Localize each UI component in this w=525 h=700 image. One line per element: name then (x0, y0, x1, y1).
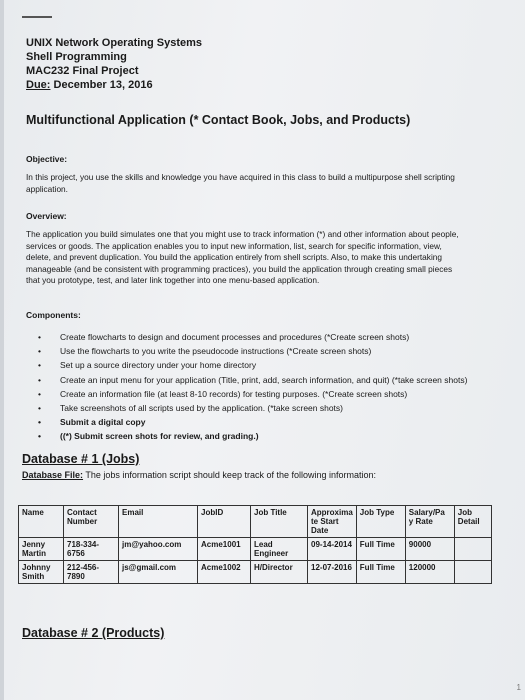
due-label: Due: (26, 79, 51, 91)
overview-line: manageable (and be consistent with programming practices), you build the application through creating small pieces (26, 263, 453, 274)
table-cell (454, 561, 491, 584)
objective-line: application. (26, 183, 68, 194)
table-row (19, 561, 492, 584)
overview-heading: Overview: (26, 211, 67, 221)
bullet-icon: • (38, 388, 41, 399)
table-cell: Acme1001 (198, 538, 251, 561)
due-date: December 13, 2016 (53, 79, 153, 91)
list-item: • Set up a source directory under your home directory (26, 358, 516, 372)
objective-text (26, 172, 504, 195)
top-rule (22, 16, 52, 18)
bullet-icon: • (38, 346, 41, 357)
column-header: Job Detail (454, 506, 491, 538)
list-item: • Create an information file (at least 8-10 records) for testing purposes. (*Create screen shots) (26, 387, 516, 401)
bullet-icon: • (38, 360, 41, 371)
page-number: 1 (516, 683, 521, 692)
list-item: • Take screenshots of all scripts used by the application. (*take screen shots) (26, 401, 516, 415)
column-header: Job Title (251, 506, 308, 538)
table-cell: Jenny Martin (19, 538, 64, 561)
column-header: JobID (198, 506, 251, 538)
page-title: Multifunctional Application (* Contact Book, Jobs, and Products) (26, 113, 411, 127)
column-header: Email (119, 506, 198, 538)
overview-line: services or goods. The application enables you to input new information, list, search for specific information, view, (26, 240, 442, 251)
overview-line: The application you build simulates one that you might use to track information (*) and other information about people, (26, 229, 459, 239)
column-header: Job Type (356, 506, 405, 538)
bullet-icon: • (38, 332, 41, 342)
due-line (26, 78, 153, 92)
column-header: Contact Number (64, 506, 119, 538)
table-cell: 09-14-2014 (308, 538, 357, 561)
objective-heading: Objective: (26, 154, 68, 164)
table-cell: jm@yahoo.com (119, 538, 198, 561)
document-page (4, 0, 525, 700)
table-cell: js@gmail.com (119, 561, 198, 584)
list-item: • Create an input menu for your application (Title, print, add, search information, and quit) (*take screen shots) (26, 373, 516, 387)
table-cell: Full Time (356, 538, 405, 561)
database1-file-line (22, 470, 376, 480)
bullet-icon: • (38, 374, 41, 385)
components-list (26, 330, 516, 444)
course-title: UNIX Network Operating Systems (26, 37, 203, 49)
column-header: Name (19, 506, 64, 538)
project-name: MAC232 Final Project (26, 65, 139, 77)
bullet-icon: • (38, 402, 41, 413)
database1-heading: Database # 1 (Jobs) (22, 452, 140, 466)
jobs-table (18, 505, 492, 584)
overview-text (26, 229, 504, 287)
column-header: Salary/Pa y Rate (405, 506, 454, 538)
course-topic: Shell Programming (26, 51, 127, 63)
list-item: • Submit a digital copy (26, 415, 516, 429)
overview-line: delete, and prevent duplication. You build the application entirely from shell scripts. Also, to make this undertaking (26, 252, 443, 263)
column-header: Approxima te Start Date (308, 506, 357, 538)
table-cell: 90000 (405, 538, 454, 561)
list-item: • Use the flowcharts to you write the pseudocode instructions (*Create screen shots) (26, 344, 516, 358)
list-item: • Create flowcharts to design and document processes and procedures (*Create screen shots) (26, 330, 516, 344)
table-row (19, 538, 492, 561)
table-cell: Full Time (356, 561, 405, 584)
table-cell: H/Director (251, 561, 308, 584)
database2-heading: Database # 2 (Products) (22, 626, 165, 640)
table-cell: 120000 (405, 561, 454, 584)
list-item: • ((*) Submit screen shots for review, and grading.) (26, 429, 516, 443)
table-header-row (19, 506, 492, 538)
table-cell (454, 538, 491, 561)
table-cell: Johnny Smith (19, 561, 64, 584)
components-heading: Components: (26, 310, 81, 320)
table-cell: 12-07-2016 (308, 561, 357, 584)
table-cell: Acme1002 (198, 561, 251, 584)
table-cell: 718-334-6756 (64, 538, 119, 561)
bullet-icon: • (38, 417, 41, 428)
bullet-icon: • (38, 431, 41, 442)
overview-line: that you prototype, test, and later link together into one menu-based application. (26, 275, 320, 286)
table-cell: 212-456-7890 (64, 561, 119, 584)
table-cell: Lead Engineer (251, 538, 308, 561)
database-file-label: Database File: (22, 470, 84, 480)
database-file-desc: The jobs information script should keep track of the following information: (83, 470, 377, 480)
objective-line: In this project, you use the skills and knowledge you have acquired in this class to build a multipurpose shell scripting (26, 172, 455, 182)
